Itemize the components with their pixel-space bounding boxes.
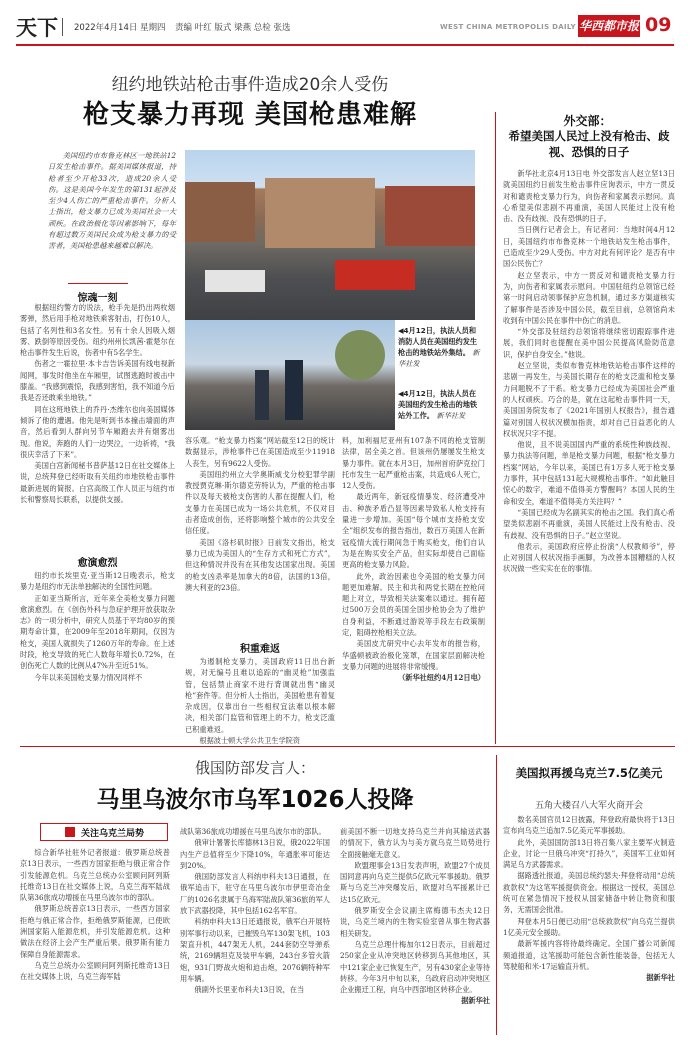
paragraph: 乌克兰总理什梅加尔12日表示，目前超过250家企业从冲突地区转移到乌其他地区，其中121家企业已恢复生产，另有430家企业等待转移。今年3月中旬以来，乌政府启动冲突地区企业搬迁工程，向乌中西部地区转移企业。 — [340, 939, 490, 995]
article1-headline: 枪支暴力再现 美国枪患难解 — [82, 100, 418, 130]
paragraph: 美国《洛杉矶时报》日前发文指出，枪支暴力已成为美国人的“生存方式和死亡方式”，但这种情况并没有在其他发达国家出现。美国的枪支凶杀率是加拿大的8倍，法国的13倍，澳大利亚的23倍。 — [185, 537, 335, 592]
lead-text: 美国纽约市布鲁克林区一地铁站12日发生枪击事件。据美国媒体报道，持枪者至少开枪33次，造成20余人受伤。这是美国今年发生的第131起涉及至少4人伤亡的严重枪击事件。分析人士指出，枪支暴力已成为美国社会一大顽疾。在政治极化等因素影响下，每年有超过数万美国民众成为枪支暴力的受害者，美国枪患越来越难以解决。 — [48, 151, 176, 251]
paragraph: 拜登本月5日便已动用“总统救款权”向乌克兰提供1亿美元安全援助。 — [503, 916, 675, 937]
officer-figure-2 — [255, 370, 269, 420]
paragraph: 此外，政治因素也令美国的枪支暴力问题更加难解。民主和共和两党长期在控枪问题上对立，导致相关法案难以通过。拥有超过500万会员的美国全国步枪协会为了维护自身利益，不断通过游说等手段左右政策制定，阻碍控枪相关立法。 — [342, 571, 485, 638]
page-header — [0, 0, 690, 48]
paragraph: 为遏制枪支暴力，美国政府11日出台新规，对无编号且难以追踪的“幽灵枪”加强监管，包括禁止商家不进行背调就出售“幽灵枪”套件等。但分析人士指出，美国枪患有着复杂成因，仅靠出台一些相权宜法难以根本解决，相关部门监管和管理上的不力，枪支泛滥已积重难返。 — [185, 657, 335, 734]
building-right — [385, 186, 475, 246]
building-left — [185, 182, 255, 242]
article1-column-3 — [342, 435, 485, 684]
article1-lead — [48, 150, 176, 252]
paragraph: 欧盟理事会13日发表声明，欧盟27个成员国同意再向乌克兰提供5亿欧元军事援助。俄罗斯与乌克兰冲突爆发后，欧盟对乌军援累计已达15亿欧元。 — [340, 860, 490, 904]
vertical-divider-2 — [496, 755, 497, 1035]
article4-source: 据新华社 — [646, 973, 675, 983]
paragraph: 科纳申科夫13日还通报说，俄军白开展特别军事行动以来，已摧毁乌军130架飞机，103架直升机，447架无人机，244套防空导弹系统，2169辆坦克及装甲车辆，243台多管火箭炮，931门野战火炮和迫击炮，2076辆特种军用车辆。 — [180, 917, 330, 983]
header-divider — [62, 18, 63, 36]
article4-headline: 美国拟再援乌克兰7.5亿美元 — [515, 766, 663, 780]
article3-headline: 马里乌波尔市乌军1026人投降 — [96, 787, 414, 813]
subhead-1-text: 惊魂一刻 — [77, 293, 118, 304]
article1-column-2b — [185, 656, 335, 746]
photo1-caption-block — [398, 325, 482, 369]
paragraph: 赵立坚表示，中方一贯反对和谴责枪支暴力行为，向伤者和家属表示慰问。中国驻纽约总领馆已经第一时间启动领事保护应急机制，通过多方渠道核实了解事件是否涉及中国公民，截至目前，总领馆尚未收到有中国公民在事件中伤亡的消息。 — [503, 270, 675, 325]
horizontal-rule-middle — [20, 746, 675, 747]
article1-kicker: 纽约地铁站枪击事件造成20余人受伤 — [111, 75, 389, 95]
topic-tag-icon — [65, 827, 75, 837]
paragraph: 最近两年，新冠疫情暴发、经济遭受冲击、种族矛盾凸显等因素导致私人枪支持有量进一步增加。美国“每个城市支持枪支安全”组织发布的报告指出，数百万美国人在新冠疫情大流行期间急于购买枪支，他们自认为是在购买安全产品，但实际却使自己面临更高的枪支暴力风险。 — [342, 492, 485, 570]
paper-logo: 华西都市报 — [578, 15, 640, 37]
paragraph: 同在这班地铁上的乔丹·杰维尔也向美国媒体倾诉了他的遭遇。他先是听到书本撞击墙面的声音，然后看到人群向另节车厢跑去并有烟雾出现。他说，奔跑的人们一边哭泣，一边祈祷，“我很庆幸活了下来”。 — [20, 404, 175, 459]
fire-truck — [335, 260, 415, 290]
paragraph: 俄国防部发言人科纳申科夫13日通报，在俄军追击下，驻守在马里乌波尔市伊里奇冶金厂的1026名隶属于乌海军陆战队第36旅的军人放下武器投降，其中包括162名军官。 — [180, 872, 330, 916]
article1-column-1a — [20, 302, 175, 505]
paragraph: “美国已经成为名副其实的枪击之国。我们真心希望类似悲剧不再重演，美国人民能过上没有枪击、没有歧视、没有恐惧的日子。”赵立坚说。 — [503, 507, 675, 540]
paragraph: 前美国不断一切地支持乌克兰并向其输送武器的情况下，俄方认为与美方就乌克兰局势进行全面接触毫无意义。 — [340, 827, 490, 859]
issue-date: 2022年4月14日 星期四 — [74, 23, 166, 33]
subhead-3-text: 积重难返 — [240, 644, 280, 655]
article3-source: 据新华社 — [461, 996, 490, 1006]
topic-tag-text: 关注乌克兰局势 — [81, 829, 145, 839]
photo1-credit: 新华社发 — [398, 348, 480, 368]
topic-tag — [40, 823, 168, 841]
article2-headline: 希望美国人民过上没有枪击、歧视、恐惧的日子 — [508, 129, 670, 159]
paragraph: 俄审计署署长库德林13日说，俄2022年国内生产总值将至少下降10%，年通胀率可能达到20%。 — [180, 838, 330, 870]
article3-column-1 — [20, 847, 170, 983]
paragraph: 战队第36旅成功增援在马里乌波尔市的部队。 — [180, 827, 326, 836]
paragraph: 料，加利福尼亚州有107条不同的枪支管制法律，居全美之首。但该州仍屡屡发生枪支暴力事件。就在本月3日，加州首府萨克拉门托市发生一起严重枪击案，共造成6人死亡，12人受伤。 — [342, 436, 485, 491]
paper-english-name: WEST CHINA METROPOLIS DAILY — [440, 23, 576, 31]
subhead-jinghun — [20, 283, 175, 304]
article4-subhead: 五角大楼召八大军火商开会 — [534, 801, 643, 811]
article2-body — [503, 168, 675, 575]
paragraph: “外交部及驻纽约总领馆将继续密切跟踪事件进展，我们同时也提醒在美中国公民提高风险防范意识，保护自身安全。”他说。 — [503, 327, 675, 359]
editor-credits: 责编 叶红 版式 梁燕 总检 张选 — [175, 23, 291, 33]
tree — [335, 330, 385, 380]
photo2-caption-arrow-icon: ◀ — [398, 389, 404, 398]
page-number: 09 — [645, 14, 672, 36]
police-car — [205, 270, 265, 292]
building-center — [265, 178, 375, 248]
paragraph: 他表示，美国政府应停止扮演“人权教师爷”，停止对别国人权状况指手画脚，为改善本国糟糕的人权状况做一些实实在在的事情。 — [503, 541, 675, 574]
photo1-caption-text: 4月12日，执法人员和消防人员在美国纽约发生枪击的地铁站外集结。 — [398, 326, 478, 357]
paragraph: 根据波士顿大学公共卫生学院资 — [199, 736, 301, 746]
paragraph: 数名美国官员12日披露，拜登政府最快将于13日宣布向乌克兰追加7.5亿美元军事援助。 — [503, 815, 675, 836]
paragraph: 据路透社报道，美国总统约瑟夫·拜登将动用“总统救款权”为这笔军援提供资金。根据这一授权，美国总统可在紧急情况下授权从国家储备中转让物资和服务，无需国会批准。 — [503, 871, 675, 915]
section-name: 天下 — [16, 16, 58, 40]
article3-kicker: 俄国防部发言人： — [194, 759, 315, 777]
officer-figure-1 — [285, 360, 303, 420]
subhead-rule-top — [68, 283, 128, 287]
photo2-caption-block — [398, 388, 482, 421]
paragraph: 正如亚当斯所言，近年来全美枪支暴力问题愈演愈烈。在《创伤外科与急症护理开放获取杂志》的一项分析中，研究人员基于平均80岁的预期寿命计算，在2009年至2018年期间，仅因为枪支，美国人就损失了1260万年的寿命。在上述时段，枪支导致的死亡人数每年增长0.72%，在创伤死亡人数的比例从47%升至近51%。 — [20, 593, 175, 671]
paragraph: 此外，美国国防部13日将召集八家主要军火制造企业，讨论一旦俄乌冲突“打持久”，美国军工业如何满足乌方武器需求。 — [503, 837, 675, 870]
photo-subway-station-exterior — [185, 150, 475, 320]
photo2-caption-text: 4月12日，执法人员在美国纽约发生枪击的地铁站外工作。 — [398, 389, 478, 420]
paragraph: 赵立坚说，类似布鲁克林地铁站枪击事件这样的悲剧一再发生，与美国长期存在的枪支泛滥和枪支暴力问题脱不了干系。枪支暴力已经成为美国社会严重的人权顽疾。巧合的是，就在这起枪击事件同一天，美国国务院发布了《2021年国别人权报告》，报告通篇对别国人权状况横加指责，却对自己日益恶化的人权状况只字不提。 — [503, 361, 675, 438]
header-rule — [16, 44, 674, 46]
subhead-jinanfan — [185, 640, 335, 655]
photo2-credit: 新华社发 — [436, 411, 466, 420]
paragraph: 今年以来美国枪支暴力情况同样不 — [34, 672, 143, 682]
subhead-2-text: 愈演愈烈 — [77, 558, 118, 569]
paragraph: 容乐观。“枪支暴力档案”网站截至12日的统计数据显示，涉枪事件已在美国造成至少11918人丧生，另有9622人受伤。 — [185, 436, 335, 468]
paragraph: 美国纽约州立大学奥斯威戈分校犯罪学副教授贾克琳·斯尔德克劳特认为，严重的枪击事件以及每天被枪支伤害的人都在提醒人们，枪支暴力在美国已成为一场公共危机，不仅对目击者造成创伤，还将影响整个城市的公共安全信任度。 — [185, 469, 335, 536]
article3-column-2 — [180, 826, 330, 995]
vertical-divider-1 — [495, 112, 496, 744]
paragraph: 综合新华社驻外记者报道：俄罗斯总统普京13日表示，一些西方国家拒绝与俄正常合作引发能源危机。乌克兰总统办公室顾问阿列斯托维奇13日在社交媒体上说，乌克兰海军陆战队第36旅成功增援在马里乌波尔市的部队。 — [20, 848, 170, 903]
paragraph: 他说，且不说美国国内严重的系统性种族歧视、暴力执法等问题，单是枪支暴力问题，根据“枪支暴力档案”网站，今年以来，美国已有1万多人死于枪支暴力事件，其中包括131起大规模枪击事件。“如此触目惊心的数字，难道不值得美方警醒吗？本国人民的生命和安全，难道不值得美方关注吗？” — [503, 440, 675, 506]
subhead-yuyanyulie — [20, 554, 175, 569]
article2-kicker: 外交部： — [563, 114, 612, 128]
paragraph: 新华社北京4月13日电 外交部发言人赵立坚13日就美国纽约日前发生枪击事件应询表示，中方一贯反对和谴责枪支暴力行为，向伤者和家属表示慰问。真心希望美似悲剧不再重演，美国人民能过上没有枪击、没有歧视、没有恐惧的日子。 — [503, 169, 675, 224]
article4-body — [503, 814, 675, 983]
paragraph: 美国皮尤研究中心去年发布的报告称，华盛顿被政治极化笼罩，在国家层面解决枪支暴力问题的进展将非常缓慢。 — [342, 639, 485, 671]
paragraph: 乌克兰总统办公室顾问阿列斯托维奇13日在社交媒体上说，乌克兰海军陆 — [20, 960, 170, 982]
paragraph: 俄副外长里亚布科夫13日说，在当 — [194, 985, 305, 995]
paragraph: 纽约市长埃里克·亚当斯12日晚表示，枪支暴力是纽约市无法单独解决的全国性问题。 — [20, 571, 175, 592]
paragraph: 美国白宫新闻秘书普萨基12日在社交媒体上说，总统拜登已经听取有关纽约市地铁枪击事件最新进展的简报。白宫高级工作人员正与纽约市长和警察局长联系，以提供支援。 — [20, 461, 175, 505]
paragraph: 最新军援内容将待最终确定。全国广播公司新闻频道报道，这笔援助可能包含新性能装备，包括无人驾驶船和米-17运输直升机。 — [503, 939, 675, 971]
article1-source: （新华社纽约4月12日电） — [398, 673, 485, 683]
article1-column-2a — [185, 435, 335, 593]
paragraph: 当日例行记者会上，有记者问：当地时间4月12日，美国纽约市布鲁克林一个地铁站发生枪击事件，已造成至少29人受伤。中方对此有何评论？是否有中国公民伤亡？ — [503, 225, 675, 269]
photo-officers-at-station — [185, 320, 395, 430]
paragraph: 根据纽约警方的说法，枪手先是扔出两枚烟雾弹，然后用手枪对地铁乘客射击，打伤10人，包括了名列性和3名女性。另有十余人因吸入烟雾、跌倒等原因受伤。纽约州州长凯茜·霍楚尔在枪击事件发生后说，伤者中有5名学生。 — [20, 303, 175, 358]
paragraph: 俄罗斯安全会议副主席梅德韦杰夫12日说，乌克兰境内的生物实验室曾从事生物武器相关研发。 — [340, 906, 490, 938]
paragraph: 俄罗斯总统普京13日表示，一些西方国家拒绝与俄正常合作，拒绝俄罗斯能源，已使欧洲国家陷入能源危机，并引发能源危机。这种做法在经济上会产生严重后果。俄罗斯有能力保障自身能源需求。 — [20, 904, 170, 959]
photo1-caption-arrow-icon: ◀ — [398, 326, 404, 335]
article3-column-3 — [340, 826, 490, 1007]
paragraph: 伤者之一霍拉里·本卡吉告诉美国有线电视新闻网，事发时他坐在车厢里，试图逃跑时被击中膝盖。“我感到震惊，我感到害怕，我不知道今后我是否还敢乘坐地铁。” — [20, 359, 175, 403]
article1-column-1b — [20, 570, 175, 683]
